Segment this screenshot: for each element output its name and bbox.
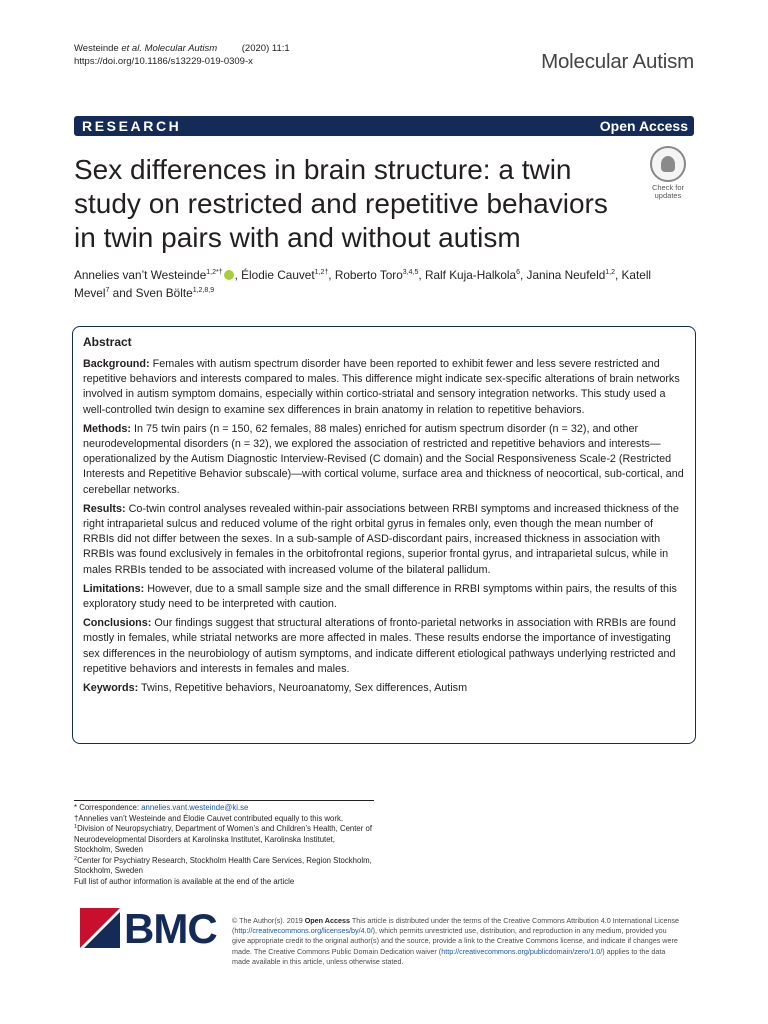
abstract-section-label: Limitations: — [83, 582, 145, 595]
author-list — [74, 266, 674, 302]
article-title: Sex differences in brain structure: a twin study on restricted and repetitive behaviors in twin pairs with and without autism — [74, 154, 608, 253]
bmc-logo — [78, 905, 217, 952]
author-separator: , — [234, 268, 242, 282]
author-separator: and — [109, 286, 136, 300]
author-affiliation-sup: 1,2*† — [206, 269, 223, 276]
footnote-divider — [74, 800, 374, 801]
abstract-section-label: Background: — [83, 358, 150, 370]
author-separator: , — [328, 268, 335, 282]
author-affiliation-sup: 7 — [105, 287, 110, 294]
doi-link[interactable]: https://doi.org/10.1186/s13229-019-0309-x — [74, 56, 253, 67]
author-affiliation-sup: 1,2,8,9 — [192, 287, 215, 294]
abstract-section-label: Methods: — [83, 422, 131, 435]
bmc-logo-mark-icon — [78, 906, 122, 950]
author-name[interactable]: Sven Bölte — [135, 286, 193, 300]
author-name[interactable]: Annelies van’t Westeinde — [74, 268, 207, 282]
cc0-waiver-link[interactable]: http://creativecommons.org/publicdomain/zero/1.0/ — [441, 946, 603, 956]
abstract-section — [83, 502, 685, 578]
author-separator: , — [519, 268, 527, 282]
author-affiliation-sup: 3,4,5 — [402, 269, 419, 276]
author-affiliation-sup: 6 — [516, 269, 520, 276]
check-updates-label: Check for updates — [651, 183, 685, 200]
orcid-icon[interactable] — [224, 270, 234, 280]
abstract-section — [83, 616, 685, 677]
running-header — [74, 42, 290, 68]
author-affiliation-sup: 1,2† — [314, 269, 329, 276]
citation-etal: et al. — [121, 43, 142, 54]
author-separator: , — [418, 268, 425, 282]
abstract-heading: Abstract — [83, 335, 132, 349]
abstract-box — [72, 326, 696, 744]
author-name[interactable]: Élodie Cauvet — [241, 268, 315, 282]
abstract-section-text: Females with autism spectrum disorder have been reported to exhibit fewer and less severe restricted and repetitive behaviors and interests compared to males. This difference might indicate sex-specific alterations of brain networks involved in autism symptom domains, especially within cortico-striatal and sensory integration networks. This study used a well-controlled twin design to examine sex differences in brain anatomy in relation to repetitive behaviors. — [83, 358, 680, 416]
citation-authors: Westeinde — [74, 43, 119, 54]
abstract-section — [83, 681, 685, 696]
author-name[interactable]: Katell Mevel — [74, 268, 652, 300]
open-access-label: Open Access — [599, 118, 688, 134]
abstract-section — [83, 422, 685, 498]
correspondence-email-link[interactable]: annelies.vant.westeinde@ki.se — [141, 803, 249, 812]
author-affiliation-sup: 1,2 — [605, 269, 615, 276]
abstract-section — [83, 357, 685, 418]
abstract-section-text: In 75 twin pairs (n = 150, 62 females, 88 males) enriched for autism spectrum disorder (n = 32), and other neurodevelopmental disorders (n = 32), we explored the association of restricted and repetitive behaviors and interests—operationalized by the Autism Diagnostic Interview-Revised (C domain) and the Social Responsiveness Scale-2 (Restricted Interests and Repetitive Behavior subscale)—with cortical volume, surface area and thickness of neocortical, sub-cortical, and cerebellar networks. — [83, 422, 684, 496]
article-type-label: RESEARCH — [82, 118, 182, 134]
author-name[interactable]: Roberto Toro — [334, 268, 403, 282]
affiliation-1: $^1$Division of Neuropsychiatry, Department of Women’s and Children’s Health, Center of Neurodevelopmental Disorders at Karolinska Institutet, Karolinska Institutet, Stockholm, Sweden — [74, 824, 373, 854]
license-statement: © The Author(s). 2019 Open Access This article is distributed under the terms of the Creative Commons Attribution 4.0 International License (http://creativecommons.org/licenses/by/4.0/), which permits unrestricted use, distribution, and reproduction in any medium, provided you give appropriate credit to the original author(s) and the source, provide a link to the Creative Commons license, and indicate if changes were made. The Creative Commons Public Domain Dedication waiver (http://creativecommons.org/publicdomain/zero/1.0/) applies to the data made available in this article, unless otherwise stated. — [232, 916, 680, 966]
cc-by-license-link[interactable]: http://creativecommons.org/licenses/by/4.0/ — [234, 926, 373, 936]
abstract-section-label: Conclusions: — [83, 617, 152, 630]
bmc-logo-text: BMC — [124, 905, 217, 952]
abstract-section-text: Twins, Repetitive behaviors, Neuroanatomy, Sex differences, Autism — [141, 682, 468, 695]
equal-contribution-note: †Annelies van’t Westeinde and Élodie Cauvet contributed equally to this work. — [74, 813, 344, 823]
article-type-banner — [74, 116, 694, 136]
abstract-section-label: Results: — [83, 502, 126, 515]
journal-name: Molecular Autism — [541, 50, 694, 73]
citation-journal: Molecular Autism — [144, 43, 218, 54]
author-info-note: Full list of author information is available at the end of the article — [74, 876, 295, 886]
author-separator: , — [614, 268, 622, 282]
abstract-section-text: Our findings suggest that structural alterations of fronto-parietal networks in association with RRBIs are found mostly in females, while striatal networks are more affected in males. These results endorse the importance of investigating sex differences in the neurobiology of autism symptoms, and indicate different etiological pathways underlying restricted and repetitive behaviors and interests in females and males. — [83, 617, 676, 675]
check-for-updates-button[interactable] — [644, 146, 692, 200]
footnotes — [74, 803, 374, 887]
abstract-section-text: Co-twin control analyses revealed within-pair associations between RRBI symptoms and increased thickness of the right intraparietal sulcus and reduced volume of the right orbital gyrus in females only, even though the mean number of RRBIs did not differ between the sexes. In a sub-sample of ASD-discordant pairs, increased thickness in association with RRBIs was found exclusively in females in the orbitofrontal regions, superior frontal gyrus, and intraparietal sulcus, while in males RRBIs tended to be associated with increased volume of the bilateral pallidum. — [83, 502, 679, 576]
abstract-sections — [83, 357, 685, 696]
correspondence: * Correspondence: annelies.vant.westeinde@ki.se — [74, 803, 249, 812]
check-updates-icon — [650, 146, 686, 182]
author-name[interactable]: Ralf Kuja-Halkola — [424, 268, 517, 282]
abstract-section-label: Keywords: — [83, 682, 139, 695]
citation-year: (2020) 11:1 — [241, 43, 290, 54]
affiliation-2: $^2$Center for Psychiatry Research, Stockholm Health Care Services, Region Stockholm, Stockholm, Sweden — [74, 855, 372, 875]
abstract-section — [83, 582, 685, 612]
abstract-section-text: However, due to a small sample size and the small difference in RRBI symptoms within pairs, the results of this exploratory study need to be interpreted with caution. — [83, 582, 677, 611]
citation-line — [74, 42, 290, 55]
author-name[interactable]: Janina Neufeld — [526, 268, 606, 282]
